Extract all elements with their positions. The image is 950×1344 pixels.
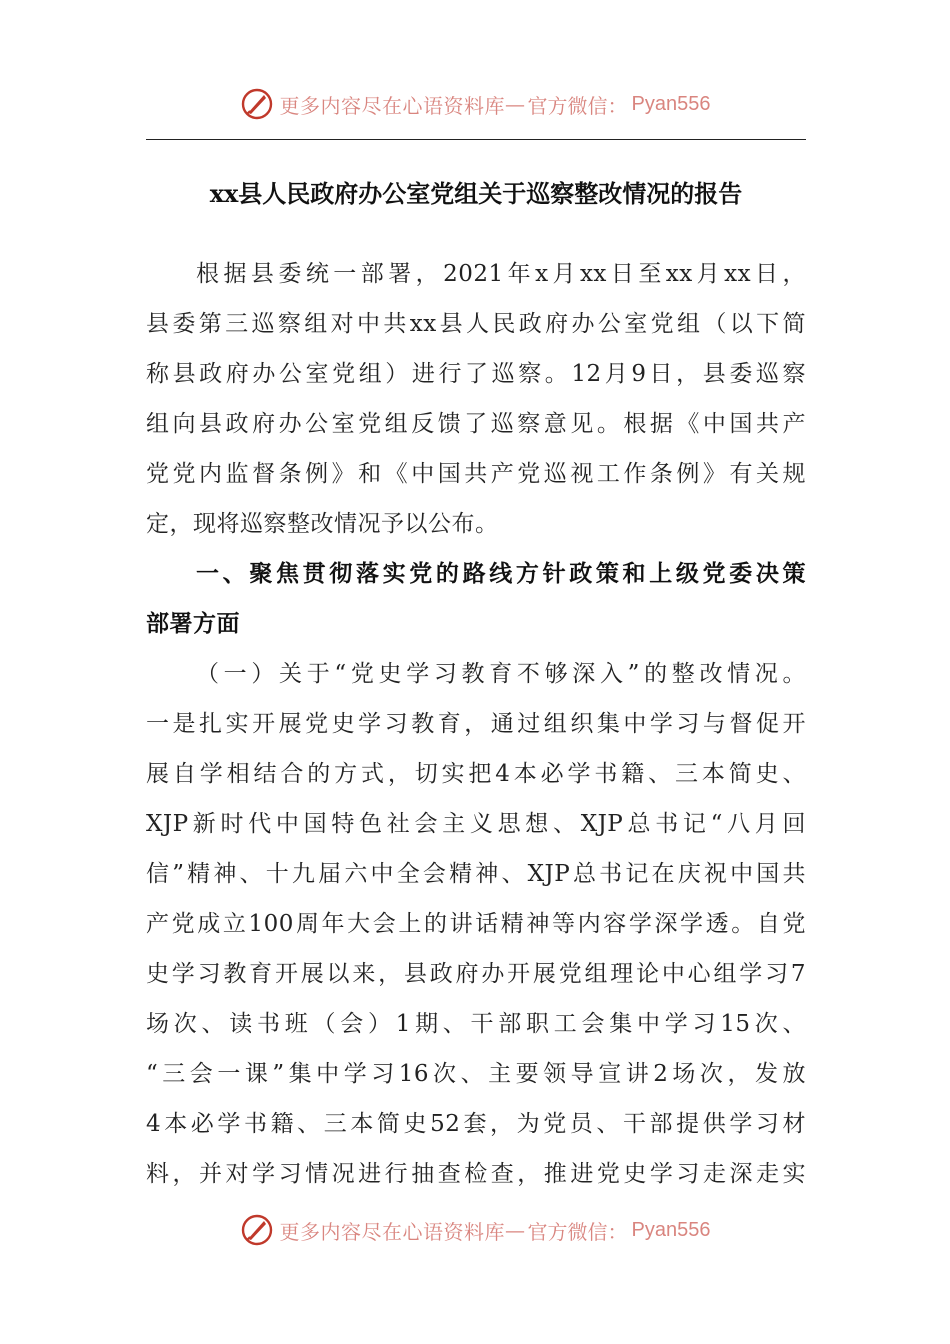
quill-logo-icon — [240, 1213, 274, 1247]
body-line: 县委第三巡察组对中共xx县人民政府办公室党组（以下简 — [146, 311, 806, 337]
body-line: 定，现将巡察整改情况予以公布。 — [146, 511, 499, 537]
body-line: 党党内监督条例》和《中国共产党巡视工作条例》有关规 — [146, 461, 806, 487]
quill-logo-icon — [240, 87, 274, 121]
banner-wechat-label: 官方微信： — [527, 1219, 628, 1244]
section-heading: 一、聚焦贯彻落实党的路线方针政策和上级党委决策 — [196, 561, 806, 587]
body-line: “三会一课”集中学习16次、主要领导宣讲2场次，发放 — [146, 1061, 806, 1087]
subsection-heading: （一）关于“党史学习教育不够深入”的整改情况。 — [196, 661, 806, 687]
body-line: 信”精神、十九届六中全会精神、XJP总书记在庆祝中国共 — [146, 861, 806, 887]
body-line: 根据县委统一部署，2021年x月xx日至xx月xx日， — [196, 261, 806, 287]
section-heading: 部署方面 — [146, 611, 240, 637]
body-line: 展自学相结合的方式，切实把4本必学书籍、三本简史、 — [146, 761, 806, 787]
document-title: xx县人民政府办公室党组关于巡察整改情况的报告 — [209, 179, 743, 208]
banner-wechat-label: 官方微信： — [527, 93, 628, 118]
body-line: 产党成立100周年大会上的讲话精神等内容学深学透。自党 — [146, 911, 806, 937]
body-line: 料，并对学习情况进行抽查检查，推进党史学习走深走实 — [146, 1161, 806, 1187]
banner-text: 更多内容尽在心语资料库 — [279, 93, 506, 118]
footer-watermark-banner — [0, 1210, 950, 1250]
banner-text: 更多内容尽在心语资料库 — [279, 1219, 506, 1244]
banner-wechat-id: Pyan556 — [631, 92, 711, 115]
header-divider — [146, 139, 806, 140]
banner-separator: — — [505, 92, 526, 116]
body-line: XJP新时代中国特色社会主义思想、XJP总书记“八月回 — [146, 811, 806, 837]
body-line: 称县政府办公室党组）进行了巡察。12月9日，县委巡察 — [146, 361, 806, 387]
header-watermark-banner — [0, 84, 950, 124]
banner-wechat-id: Pyan556 — [631, 1218, 711, 1241]
body-line: 史学习教育开展以来，县政府办开展党组理论中心组学习7 — [146, 961, 806, 987]
body-line: 场次、读书班（会）1期、干部职工会集中学习15次、 — [146, 1011, 806, 1037]
body-line: 一是扎实开展党史学习教育，通过组织集中学习与督促开 — [146, 711, 806, 737]
body-line: 4本必学书籍、三本简史52套，为党员、干部提供学习材 — [146, 1111, 806, 1137]
banner-separator: — — [505, 1218, 526, 1242]
body-line: 组向县政府办公室党组反馈了巡察意见。根据《中国共产 — [146, 411, 806, 437]
